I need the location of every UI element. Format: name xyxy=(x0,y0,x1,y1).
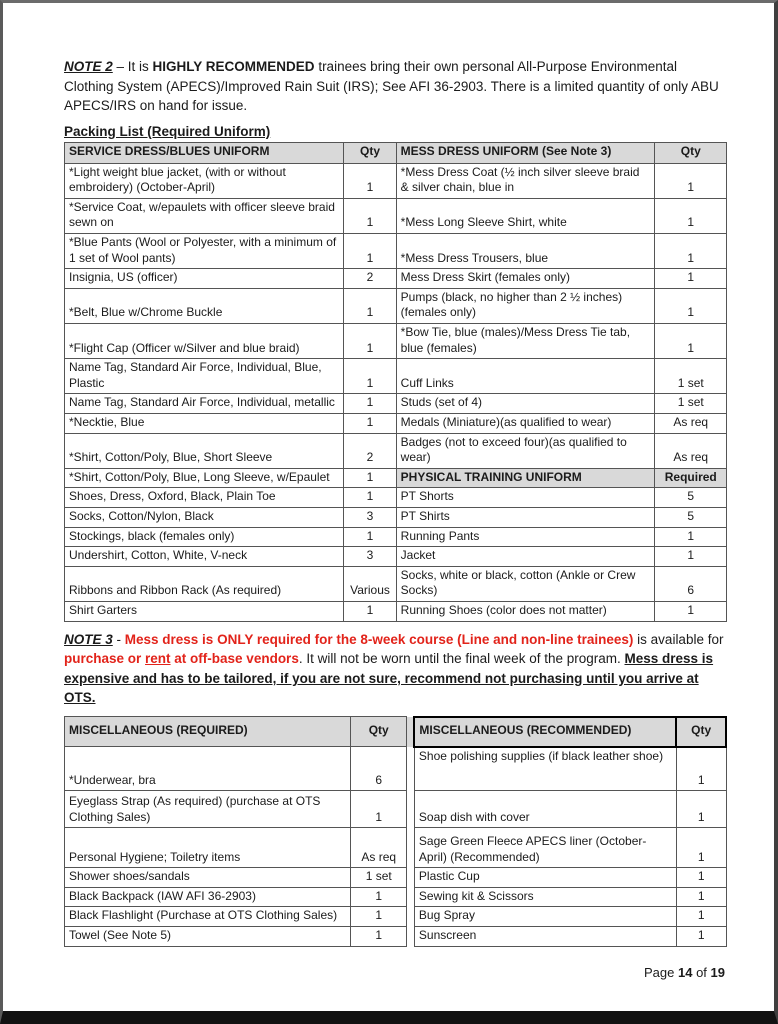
item-cell: Sewing kit & Scissors xyxy=(414,887,676,907)
item-cell: Shirt Garters xyxy=(65,601,344,621)
miscellaneous-table xyxy=(64,716,727,947)
note3-segment-3: is available for xyxy=(633,631,724,647)
item-cell: PT Shorts xyxy=(396,488,655,508)
footer-page-label: Page xyxy=(643,964,675,980)
col-header-qty-left: Qty xyxy=(344,142,396,163)
table-row xyxy=(65,414,727,434)
table-row xyxy=(65,198,727,233)
qty-cell: 1 xyxy=(676,868,726,888)
qty-cell: As req xyxy=(351,828,407,868)
item-cell: Socks, Cotton/Nylon, Black xyxy=(65,507,344,527)
item-cell: *Light weight blue jacket, (with or without embroidery) (October-April) xyxy=(65,163,344,198)
table-row xyxy=(65,394,727,414)
item-cell: Jacket xyxy=(396,547,655,567)
item-cell: *Bow Tie, blue (males)/Mess Dress Tie tab, blue (females) xyxy=(396,324,655,359)
col-header-qty-right: Qty xyxy=(676,717,726,747)
item-cell: Black Backpack (IAW AFI 36-2903) xyxy=(65,887,351,907)
table-row xyxy=(65,269,727,289)
column-gap xyxy=(406,887,414,907)
table-row xyxy=(65,907,727,927)
note3-paragraph xyxy=(64,630,727,708)
qty-cell: 1 xyxy=(655,324,727,359)
item-cell: Undershirt, Cotton, White, V-neck xyxy=(65,547,344,567)
item-cell: Name Tag, Standard Air Force, Individual, Blue, Plastic xyxy=(65,359,344,394)
table-row xyxy=(65,527,727,547)
qty-cell: 1 xyxy=(655,234,727,269)
item-cell: Sunscreen xyxy=(414,927,676,947)
item-cell: Sage Green Fleece APECS liner (October-April) (Recommended) xyxy=(414,828,676,868)
table-row xyxy=(65,507,727,527)
qty-cell: 1 xyxy=(676,887,726,907)
qty-cell: 2 xyxy=(344,269,396,289)
note3-segment-2: Mess dress is ONLY required for the 8-week course (Line and non-line trainees) xyxy=(124,631,634,647)
item-cell: PT Shirts xyxy=(396,507,655,527)
column-gap xyxy=(406,927,414,947)
qty-cell: 3 xyxy=(344,507,396,527)
item-cell: Mess Dress Skirt (females only) xyxy=(396,269,655,289)
item-cell: *Mess Long Sleeve Shirt, white xyxy=(396,198,655,233)
table-row xyxy=(65,747,727,791)
misc-table-body xyxy=(65,747,727,946)
qty-cell: 1 set xyxy=(351,868,407,888)
qty-cell: 1 xyxy=(351,887,407,907)
page-footer xyxy=(64,965,727,980)
qty-cell: 1 xyxy=(344,198,396,233)
item-cell: Pumps (black, no higher than 2 ½ inches) (females only) xyxy=(396,288,655,323)
note2-segment-3: trainees bring their own personal All-Purpose Environmental Clothing System (APECS)/Improved Rain Suit (IRS); See AFI 36-2903. There is a limited quantity of only ABU APECS/IRS on hand for issue. xyxy=(64,59,719,114)
col-header-mess-dress: MESS DRESS UNIFORM (See Note 3) xyxy=(396,142,655,163)
note3-segment-4: purchase or xyxy=(64,651,146,667)
item-cell: *Underwear, bra xyxy=(65,747,351,791)
note2-segment-2: HIGHLY RECOMMENDED xyxy=(152,59,315,74)
item-cell: *Shirt, Cotton/Poly, Blue, Short Sleeve xyxy=(65,433,344,468)
item-cell: Cuff Links xyxy=(396,359,655,394)
table-row xyxy=(65,488,727,508)
item-cell: Shoe polishing supplies (if black leather shoe) xyxy=(414,747,676,791)
item-cell: Shower shoes/sandals xyxy=(65,868,351,888)
column-gap xyxy=(406,747,414,791)
column-gap xyxy=(406,717,414,747)
misc-table-header xyxy=(65,717,727,747)
table-row xyxy=(65,163,727,198)
table-row xyxy=(65,868,727,888)
qty-cell: As req xyxy=(655,433,727,468)
qty-cell: 3 xyxy=(344,547,396,567)
table-row xyxy=(65,927,727,947)
table-row xyxy=(65,468,727,488)
qty-cell: 2 xyxy=(344,433,396,468)
qty-cell: 1 xyxy=(655,198,727,233)
qty-cell: 1 xyxy=(655,288,727,323)
table-row xyxy=(65,887,727,907)
item-cell: Soap dish with cover xyxy=(414,791,676,828)
note3-segment-6: at off-base vendors xyxy=(170,651,299,667)
qty-cell: 1 xyxy=(344,414,396,434)
note3-segment-5: rent xyxy=(145,651,171,667)
qty-cell: 1 set xyxy=(655,394,727,414)
col-header-misc-recommended: MISCELLANEOUS (RECOMMENDED) xyxy=(414,717,676,747)
qty-cell: 1 xyxy=(344,601,396,621)
item-cell: *Mess Dress Coat (½ inch silver sleeve braid & silver chain, blue in xyxy=(396,163,655,198)
qty-cell: 1 xyxy=(344,527,396,547)
note2-segment-1: – It is xyxy=(112,59,153,74)
table-row xyxy=(65,288,727,323)
qty-cell: 1 xyxy=(344,163,396,198)
item-cell: Black Flashlight (Purchase at OTS Clothing Sales) xyxy=(65,907,351,927)
item-cell: *Necktie, Blue xyxy=(65,414,344,434)
table-row xyxy=(65,433,727,468)
item-cell: Personal Hygiene; Toiletry items xyxy=(65,828,351,868)
qty-cell: 1 xyxy=(655,269,727,289)
qty-cell: Required xyxy=(655,468,727,488)
table-row xyxy=(65,324,727,359)
item-cell: Running Shoes (color does not matter) xyxy=(396,601,655,621)
qty-cell: 1 xyxy=(676,747,726,791)
item-cell: Stockings, black (females only) xyxy=(65,527,344,547)
item-cell: *Mess Dress Trousers, blue xyxy=(396,234,655,269)
section-header-cell: PHYSICAL TRAINING UNIFORM xyxy=(396,468,655,488)
header-row xyxy=(65,142,727,163)
table-row xyxy=(65,359,727,394)
item-cell: Shoes, Dress, Oxford, Black, Plain Toe xyxy=(65,488,344,508)
item-cell: Running Pants xyxy=(396,527,655,547)
item-cell: Plastic Cup xyxy=(414,868,676,888)
qty-cell: 6 xyxy=(655,566,727,601)
page-content xyxy=(3,3,774,980)
qty-cell: 1 xyxy=(676,828,726,868)
column-gap xyxy=(406,907,414,927)
table-row xyxy=(65,828,727,868)
qty-cell: As req xyxy=(655,414,727,434)
item-cell: Socks, white or black, cotton (Ankle or Crew Socks) xyxy=(396,566,655,601)
item-cell: Towel (See Note 5) xyxy=(65,927,351,947)
col-header-qty-right: Qty xyxy=(655,142,727,163)
qty-cell: 1 xyxy=(344,359,396,394)
qty-cell: 1 xyxy=(344,488,396,508)
qty-cell: 1 xyxy=(676,927,726,947)
item-cell: *Service Coat, w/epaulets with officer sleeve braid sewn on xyxy=(65,198,344,233)
qty-cell: 5 xyxy=(655,507,727,527)
table-row xyxy=(65,601,727,621)
item-cell: Ribbons and Ribbon Rack (As required) xyxy=(65,566,344,601)
item-cell: Insignia, US (officer) xyxy=(65,269,344,289)
column-gap xyxy=(406,828,414,868)
note3-segment-1: - xyxy=(112,631,125,647)
table-row xyxy=(65,547,727,567)
item-cell: Name Tag, Standard Air Force, Individual, metallic xyxy=(65,394,344,414)
qty-cell: 1 xyxy=(655,527,727,547)
qty-cell: 1 xyxy=(655,601,727,621)
table-row xyxy=(65,566,727,601)
column-gap xyxy=(406,791,414,828)
qty-cell: 5 xyxy=(655,488,727,508)
packing-list-title: Packing List (Required Uniform) xyxy=(64,123,271,139)
qty-cell: 1 xyxy=(344,468,396,488)
qty-cell: 1 xyxy=(655,547,727,567)
table-row xyxy=(65,234,727,269)
qty-cell: Various xyxy=(344,566,396,601)
note3-segment-0: NOTE 3 xyxy=(64,631,113,647)
qty-cell: 1 xyxy=(676,791,726,828)
item-cell: Studs (set of 4) xyxy=(396,394,655,414)
qty-cell: 1 xyxy=(655,163,727,198)
qty-cell: 1 xyxy=(344,324,396,359)
item-cell: Eyeglass Strap (As required) (purchase at OTS Clothing Sales) xyxy=(65,791,351,828)
packing-table xyxy=(64,142,727,622)
qty-cell: 1 xyxy=(344,288,396,323)
footer-total-pages: 19 xyxy=(710,964,725,980)
qty-cell: 1 xyxy=(351,907,407,927)
item-cell: *Blue Pants (Wool or Polyester, with a minimum of 1 set of Wool pants) xyxy=(65,234,344,269)
header-row xyxy=(65,717,727,747)
item-cell: Badges (not to exceed four)(as qualified to wear) xyxy=(396,433,655,468)
qty-cell: 1 xyxy=(676,907,726,927)
qty-cell: 1 set xyxy=(655,359,727,394)
packing-table-header xyxy=(65,142,727,163)
note2-segment-0: NOTE 2 xyxy=(64,59,113,74)
qty-cell: 6 xyxy=(351,747,407,791)
qty-cell: 1 xyxy=(344,394,396,414)
col-header-qty-left: Qty xyxy=(351,717,407,747)
item-cell: *Shirt, Cotton/Poly, Blue, Long Sleeve, w/Epaulet xyxy=(65,468,344,488)
item-cell: *Flight Cap (Officer w/Silver and blue braid) xyxy=(65,324,344,359)
footer-page-number: 14 xyxy=(677,964,693,980)
column-gap xyxy=(406,868,414,888)
qty-cell: 1 xyxy=(351,791,407,828)
col-header-service-dress: SERVICE DRESS/BLUES UNIFORM xyxy=(65,142,344,163)
packing-table-body xyxy=(65,163,727,621)
note2-paragraph xyxy=(64,57,727,116)
item-cell: Medals (Miniature)(as qualified to wear) xyxy=(396,414,655,434)
qty-cell: 1 xyxy=(351,927,407,947)
table-row xyxy=(65,791,727,828)
item-cell: Bug Spray xyxy=(414,907,676,927)
note3-segment-8: Mess dress is expensive and has to be tailored, if you are not sure, recommend not purchasing until you arrive at OTS. xyxy=(64,651,714,706)
item-cell: *Belt, Blue w/Chrome Buckle xyxy=(65,288,344,323)
note3-segment-7: . It will not be worn until the final week of the program. xyxy=(298,651,625,667)
footer-of-label: of xyxy=(696,964,707,980)
qty-cell: 1 xyxy=(344,234,396,269)
col-header-misc-required: MISCELLANEOUS (REQUIRED) xyxy=(65,717,351,747)
